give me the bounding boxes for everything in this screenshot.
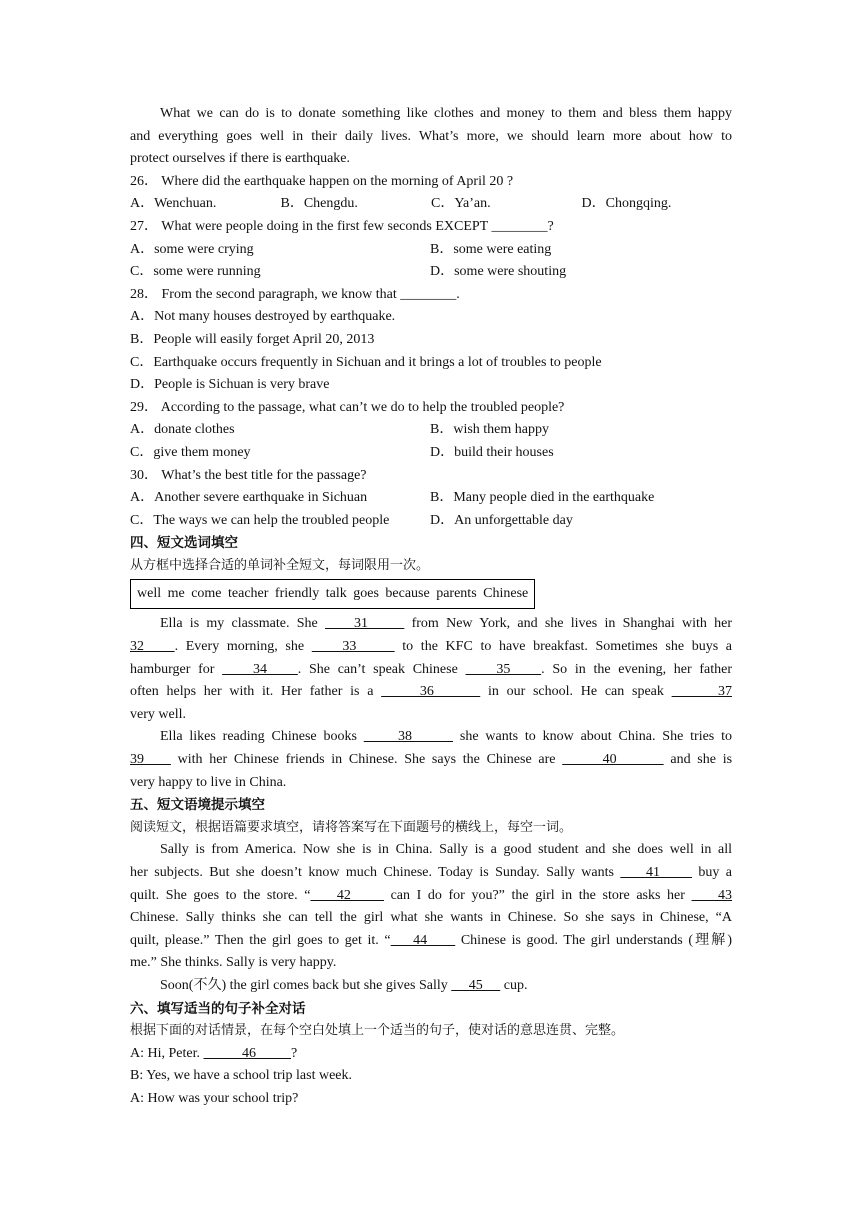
question-27: 27． What were people doing in the first few seconds EXCEPT ________?	[130, 218, 554, 234]
passage-4-line: very well.	[130, 706, 186, 722]
section-4-instruction: 从方框中选择合适的单词补全短文，每词限用一次。	[130, 557, 430, 573]
option-28-d: D．People is Sichuan is very brave	[130, 377, 330, 393]
text: quilt. She goes to the store. “	[130, 887, 311, 903]
blank-39[interactable]: 39	[130, 752, 171, 768]
passage-4-line	[130, 681, 732, 704]
blank-44[interactable]: 44	[390, 932, 456, 948]
options-29-row1	[130, 419, 732, 442]
passage-5-line: Chinese. Sally thinks she can tell the girl what she wants in Chinese. So she says in Chinese, “A	[130, 910, 732, 926]
passage-4-line	[130, 659, 732, 682]
section-5-heading: 五、短文语境提示填空	[130, 797, 265, 814]
text: hamburger for	[130, 661, 215, 677]
option-28-a: A．Not many houses destroyed by earthquake.	[130, 309, 396, 325]
option-29-c: C．give them money	[130, 444, 251, 460]
section-5-instruction: 阅读短文，根据语篇要求填空，请将答案写在下面题号的横线上，每空一词。	[130, 819, 573, 835]
blank-34[interactable]: 34	[222, 661, 298, 677]
section-6-instruction: 根据下面的对话情景，在每个空白处填上一个适当的句子，使对话的意思连贯、完整。	[130, 1023, 625, 1039]
text: and she is	[670, 752, 733, 768]
option-26-a: A．Wenchuan.	[130, 196, 217, 212]
option-28-c: C．Earthquake occurs frequently in Sichuan and it brings a lot of troubles to people	[130, 354, 602, 370]
text: her subjects. But she doesn’t know much Chinese. Today is Sunday. Sally wants	[130, 865, 614, 880]
question-28: 28． From the second paragraph, we know that ________.	[130, 286, 460, 302]
option-26-c: C．Ya’an.	[431, 196, 491, 212]
text: Chinese is good. The girl understands (理解)	[460, 932, 733, 948]
option-30-a: A．Another severe earthquake in Sichuan	[130, 490, 368, 506]
section-6-heading: 六、填写适当的句子补全对话	[130, 1000, 306, 1017]
option-30-d: D．An unforgettable day	[430, 512, 573, 528]
options-30-row1	[130, 487, 732, 510]
intro-line: and everything goes well in their daily lives. What’s more, we should learn more about how to	[130, 128, 732, 144]
blank-35[interactable]: 35	[465, 661, 542, 677]
dialogue-line: A: How was your school trip?	[130, 1090, 299, 1106]
options-27-row1	[130, 239, 732, 262]
option-29-b: B．wish them happy	[430, 422, 549, 438]
options-30-row2	[130, 510, 732, 533]
question-29: 29． According to the passage, what can’t we do to help the troubled people?	[130, 399, 565, 415]
blank-32[interactable]: 32	[130, 639, 175, 655]
text: cup.	[503, 977, 528, 993]
text: . So in the evening, her father	[541, 661, 733, 677]
text: A: Hi, Peter.	[130, 1045, 200, 1061]
option-26-d: D．Chongqing.	[581, 196, 672, 212]
blank-38[interactable]: 38	[363, 729, 454, 745]
blank-37[interactable]: 37	[671, 684, 733, 700]
text: Soon(不久) the girl comes back but she gives Sally	[160, 977, 448, 993]
passage-5-line: Sally is from America. Now she is in China. Sally is a good student and she does well in all	[160, 842, 732, 858]
options-27-row2	[130, 261, 732, 284]
question-26: 26． Where did the earthquake happen on the morning of April 20 ?	[130, 173, 514, 189]
worksheet-page	[130, 103, 732, 1111]
option-29-a: A．donate clothes	[130, 422, 235, 438]
options-26	[130, 193, 732, 216]
text: with her Chinese friends in Chinese. She says the Chinese are	[177, 752, 556, 768]
option-27-d: D．some were shouting	[430, 264, 567, 280]
word-box: well me come teacher friendly talk goes because parents Chinese	[130, 579, 535, 609]
passage-4-line	[130, 749, 732, 772]
text: . She can’t speak Chinese	[297, 661, 458, 677]
passage-5-line	[130, 862, 732, 885]
blank-33[interactable]: 33	[311, 639, 395, 655]
text: . Every morning, she	[174, 639, 305, 655]
option-28-b: B．People will easily forget April 20, 2013	[130, 331, 375, 347]
text: buy a	[698, 865, 733, 880]
passage-4-line: very happy to live in China.	[130, 774, 287, 790]
section-4-heading: 四、短文选词填空	[130, 535, 238, 552]
text: in our school. He can speak	[487, 684, 664, 700]
blank-42[interactable]: 42	[310, 887, 384, 903]
intro-line: What we can do is to donate something like clothes and money to them and bless them happy	[160, 106, 732, 121]
option-29-d: D．build their houses	[430, 444, 554, 460]
text: she wants to know about China. She tries to	[459, 729, 732, 745]
passage-4-line	[130, 636, 732, 659]
option-26-b: B．Chengdu.	[280, 196, 358, 212]
blank-41[interactable]: 41	[620, 865, 692, 880]
blank-46[interactable]: 46	[203, 1045, 291, 1061]
text: Ella likes reading Chinese books	[160, 729, 357, 745]
text: often helps her with it. Her father is a	[130, 684, 374, 700]
dialogue-line	[130, 1043, 732, 1066]
dialogue-line: B: Yes, we have a school trip last week.	[130, 1068, 353, 1084]
option-27-c: C．some were running	[130, 264, 261, 280]
options-29-row2	[130, 442, 732, 465]
blank-31[interactable]: 31	[325, 616, 405, 632]
text: to the KFC to have breakfast. Sometimes she buys a	[402, 639, 733, 655]
question-30: 30． What’s the best title for the passage?	[130, 467, 367, 483]
blank-45[interactable]: 45	[451, 977, 501, 993]
text: from New York, and she lives in Shanghai with her	[411, 616, 733, 632]
passage-5-line	[130, 975, 732, 998]
text: Ella is my classmate. She	[160, 616, 318, 632]
option-30-b: B．Many people died in the earthquake	[430, 490, 655, 506]
text: ?	[291, 1045, 298, 1061]
option-27-a: A．some were crying	[130, 241, 254, 257]
passage-5-line: me.” She thinks. Sally is very happy.	[130, 955, 337, 971]
blank-43[interactable]: 43	[691, 887, 733, 903]
blank-36[interactable]: 36	[381, 684, 481, 700]
passage-4-line	[130, 613, 732, 636]
blank-40[interactable]: 40	[562, 752, 664, 768]
passage-4-line	[130, 726, 732, 749]
text: can I do for you?” the girl in the store asks her	[390, 887, 685, 903]
intro-line: protect ourselves if there is earthquake.	[130, 151, 351, 167]
option-27-b: B．some were eating	[430, 241, 552, 257]
passage-5-line	[130, 930, 732, 953]
option-30-c: C．The ways we can help the troubled people	[130, 512, 390, 528]
text: quilt, please.” Then the girl goes to get it. “	[130, 932, 391, 948]
passage-5-line	[130, 885, 732, 908]
